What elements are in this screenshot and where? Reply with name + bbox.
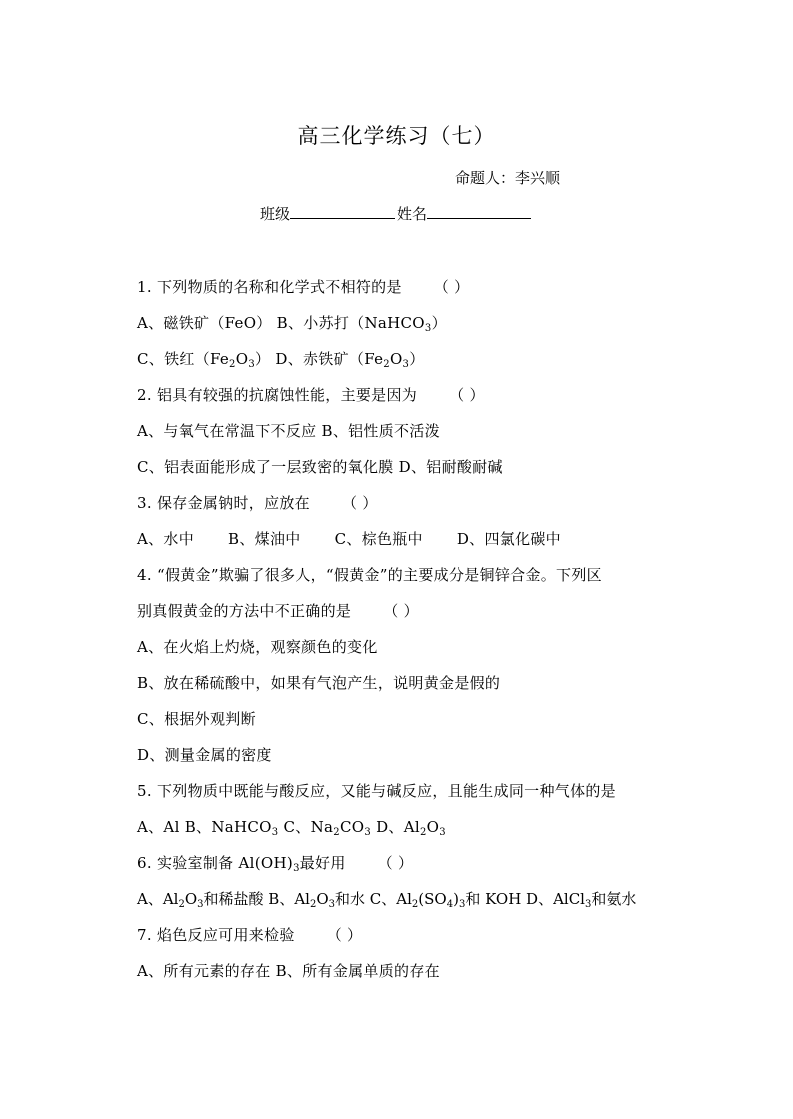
subscript: 2 (411, 899, 419, 910)
q1-stem-text: 1. 下列物质的名称和化学式不相符的是 (137, 278, 402, 296)
q1-opt-text: ） (409, 350, 425, 368)
q7-options-ab: A、所有元素的存在 B、所有金属单质的存在 (137, 962, 440, 980)
q4-stem-line2 (137, 600, 419, 621)
q3-stem-text: 3. 保存金属钠时，应放在 (137, 494, 310, 512)
q4-paren: （ ） (383, 602, 419, 620)
q6-stem-text: 6. 实验室制备 Al(OH) (137, 854, 294, 872)
class-label: 班级 (260, 205, 291, 223)
q1-opt-text: C、铁红（Fe (137, 350, 230, 368)
q4-option-b: B、放在稀硫酸中，如果有气泡产生，说明黄金是假的 (137, 674, 501, 692)
subscript: 3 (248, 359, 255, 370)
q1-stem (137, 276, 469, 297)
q1-opt-text: ） (431, 314, 447, 332)
subscript: 3 (328, 899, 336, 910)
q5-opt-text: O (426, 818, 440, 836)
q3-option-d: D、四氯化碳中 (456, 530, 561, 548)
class-name-line (260, 202, 533, 224)
subscript: 2 (229, 359, 236, 370)
q7-stem-text: 7. 焰色反应可用来检验 (137, 926, 295, 944)
q2-stem (137, 384, 485, 405)
subscript: 3 (439, 827, 446, 838)
page-title: 高三化学练习（七） (297, 124, 496, 148)
q5-opt-text: A、Al B、NaHCO (137, 818, 272, 836)
q1-options-cd (137, 348, 425, 369)
q3-option-c: C、棕色瓶中 (334, 530, 423, 548)
name-label: 姓名 (397, 205, 428, 223)
q6-opt-text: 和水 C、Al (335, 890, 412, 908)
author-line: 命题人：李兴顺 (455, 169, 561, 187)
q4-stem-text: 别真假黄金的方法中不正确的是 (137, 602, 352, 620)
subscript: 3 (293, 863, 300, 874)
q6-opt-text: ) (453, 890, 459, 908)
subscript: 3 (402, 359, 410, 370)
q3-option-b: B、煤油中 (228, 530, 301, 548)
subscript: 2 (178, 899, 185, 910)
q6-stem-text: 最好用 (299, 854, 346, 872)
q5-opt-text: C、Na (278, 818, 334, 836)
q1-opt-text: O (235, 350, 249, 368)
subscript: 3 (271, 827, 279, 838)
class-blank (290, 202, 395, 219)
q6-opt-text: O (316, 890, 329, 908)
q3-option-a: A、水中 (137, 530, 195, 548)
q7-stem (137, 924, 362, 945)
subscript: 4 (446, 899, 454, 910)
q1-paren: （ ） (433, 278, 470, 296)
q7-paren: （ ） (326, 926, 363, 944)
q6-opt-text: 和 KOH D、AlCl (465, 890, 585, 908)
subscript: 2 (383, 359, 390, 370)
subscript: 2 (419, 827, 427, 838)
q1-opt-text: O (389, 350, 403, 368)
q5-opt-text: CO (339, 818, 365, 836)
q6-opt-text: 和氨水 (591, 890, 637, 908)
q5-opt-text: D、Al (371, 818, 420, 836)
q1-opt-text: ） D、赤铁矿（Fe (255, 350, 384, 368)
subscript: 3 (197, 899, 204, 910)
q4-stem-line1: 4. “假黄金”欺骗了很多人，“假黄金”的主要成分是铜锌合金。下列区 (137, 566, 602, 584)
q6-opt-text: (SO (418, 890, 447, 908)
q6-opt-text: A、Al (137, 890, 179, 908)
q6-options (137, 888, 636, 909)
subscript: 2 (309, 899, 317, 910)
q6-paren: （ ） (377, 854, 414, 872)
q1-opt-text: A、磁铁矿（FeO） B、小苏打（NaHCO (137, 314, 425, 332)
q4-option-c: C、根据外观判断 (137, 710, 256, 728)
subscript: 3 (364, 827, 371, 838)
q5-stem: 5. 下列物质中既能与酸反应，又能与碱反应，且能生成同一种气体的是 (137, 782, 616, 800)
q3-stem (137, 492, 378, 513)
subscript: 3 (424, 323, 432, 334)
subscript: 3 (458, 899, 466, 910)
q1-options-ab (137, 312, 447, 333)
q2-options-cd: C、铝表面能形成了一层致密的氧化膜 D、铝耐酸耐碱 (137, 458, 503, 476)
q2-paren: （ ） (449, 386, 485, 404)
subscript: 3 (584, 899, 592, 910)
q5-options (137, 816, 446, 837)
q2-stem-text: 2. 铝具有较强的抗腐蚀性能，主要是因为 (137, 386, 418, 404)
subscript: 2 (333, 827, 340, 838)
q4-option-a: A、在火焰上灼烧，观察颜色的变化 (137, 638, 378, 656)
name-blank (427, 202, 531, 219)
q6-opt-text: O (184, 890, 198, 908)
q6-stem (137, 852, 413, 873)
q2-options-ab: A、与氧气在常温下不反应 B、铝性质不活泼 (137, 422, 440, 440)
q4-option-d: D、测量金属的密度 (137, 746, 272, 764)
q6-opt-text: 和稀盐酸 B、Al (203, 890, 310, 908)
q3-paren: （ ） (341, 494, 378, 512)
q3-options (137, 528, 561, 549)
